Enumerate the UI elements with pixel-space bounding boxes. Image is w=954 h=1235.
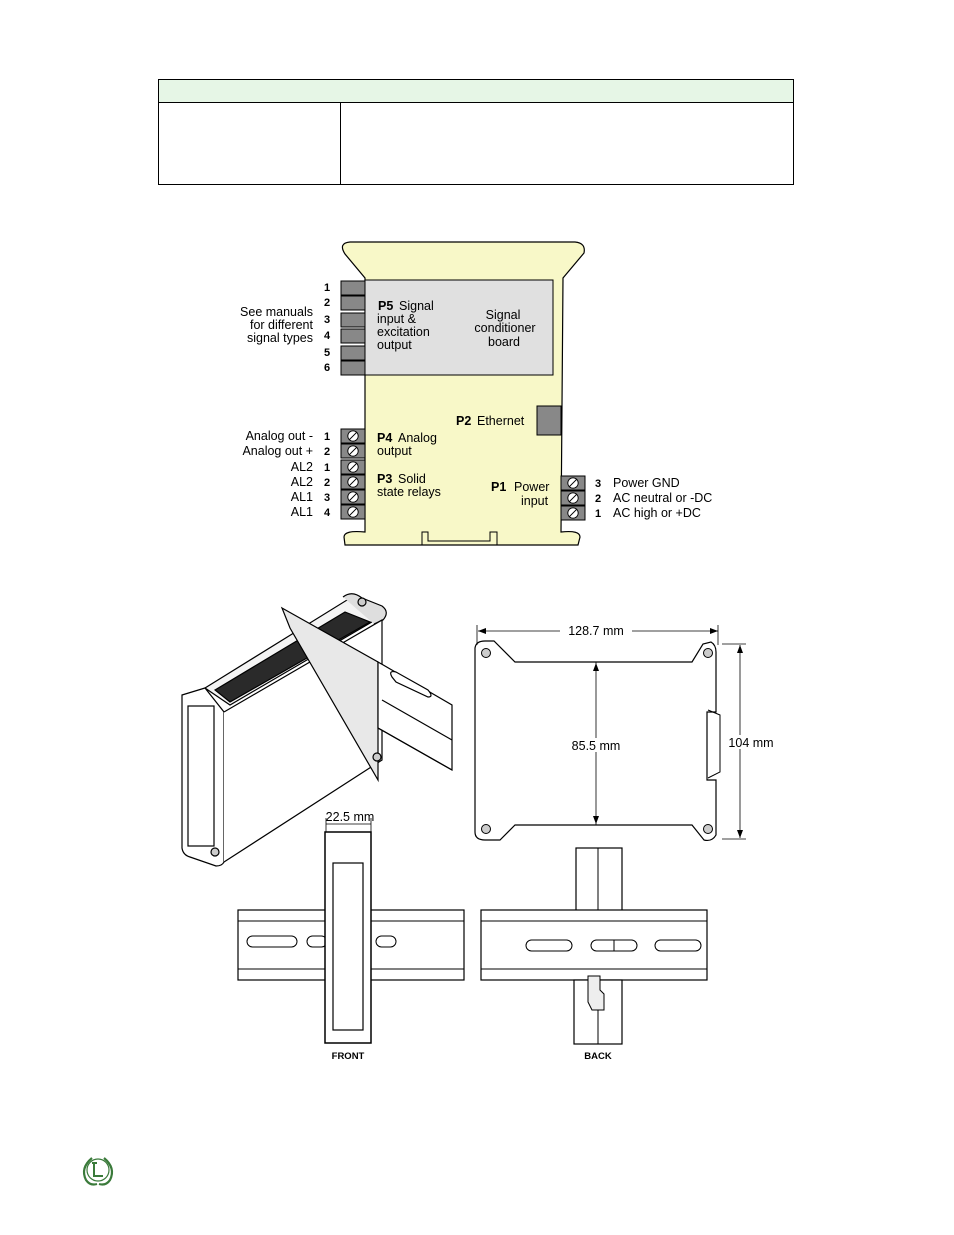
logo-ring: [87, 1159, 109, 1181]
power-terminal-label: Power GND: [613, 476, 680, 490]
p5-pin-number: 6: [323, 362, 331, 374]
wiring-diagram: [240, 242, 712, 545]
left-pin-number: 1: [323, 431, 331, 443]
left-pin-number: 4: [323, 507, 331, 519]
p4-id: P4: [377, 431, 393, 445]
side-screw: [704, 649, 713, 658]
left-pin-number: 3: [323, 492, 331, 504]
inner-height-label: 85.5 mm: [571, 739, 621, 753]
power-terminal-label: AC high or +DC: [613, 506, 701, 520]
left-terminal-label: AL2: [290, 475, 313, 489]
iso-corner-screw: [358, 598, 366, 606]
p2-id: P2: [456, 414, 472, 428]
p5-terminal: [341, 313, 365, 327]
iso-front-window: [188, 706, 214, 846]
p5-pin-number: 4: [323, 330, 331, 342]
isometric-view: [182, 594, 452, 866]
front-rail-slot: [247, 936, 297, 947]
left-terminal-label: Analog out +: [242, 444, 313, 458]
power-pin-number: 3: [594, 478, 602, 490]
p3-id: P3: [377, 472, 393, 486]
p5-desc-3: excitation: [377, 325, 430, 339]
p5-terminal: [341, 346, 365, 360]
left-pin-number: 2: [323, 477, 331, 489]
side-dimension-view: [475, 623, 775, 840]
p1-id: P1: [491, 480, 507, 494]
side-screw: [482, 825, 491, 834]
p5-desc-1: Signal: [399, 299, 434, 313]
company-logo: [84, 1158, 112, 1185]
p5-terminal: [341, 361, 365, 375]
ethernet-port: [537, 406, 561, 435]
front-window: [333, 863, 363, 1030]
side-screw: [704, 825, 713, 834]
see-manuals-line-1: See manuals: [240, 305, 313, 319]
p3-desc-2: state relays: [377, 485, 441, 499]
side-din-clip: [708, 710, 720, 778]
back-view: [481, 848, 707, 1062]
p4-p3-terminal-block: [242, 429, 365, 519]
back-rail-slot: [526, 940, 572, 951]
front-rail-slot: [307, 936, 327, 947]
outer-height-arrow-bottom: [737, 830, 743, 838]
iso-corner-screw: [373, 753, 381, 761]
left-terminal-label: AL1: [290, 505, 313, 519]
p5-terminal: [341, 296, 365, 310]
iso-din-rail: [378, 662, 452, 770]
outer-height-arrow-top: [737, 645, 743, 653]
p4-desc-2: output: [377, 444, 412, 458]
left-pin-number: 1: [323, 462, 331, 474]
board-label-1: Signal: [485, 308, 521, 322]
width-dimension-label: 128.7 mm: [568, 624, 624, 638]
p5-pin-number: 2: [323, 297, 331, 309]
p5-pin-number: 1: [323, 282, 331, 294]
left-terminal-label: AL2: [290, 460, 313, 474]
p2-desc: Ethernet: [477, 414, 525, 428]
see-manuals-line-2: for different: [249, 318, 313, 332]
back-label: BACK: [584, 1051, 612, 1062]
p3-desc-1: Solid: [398, 472, 426, 486]
front-rail-slot: [376, 936, 396, 947]
p5-terminal: [341, 281, 365, 295]
back-module-top: [576, 848, 622, 916]
p1-desc-2: input: [521, 494, 549, 508]
outer-height-label: 104 mm: [728, 736, 774, 750]
left-pin-number: 2: [323, 446, 331, 458]
width-arrow-left: [478, 628, 486, 634]
depth-dimension-label: 22.5 mm: [325, 810, 375, 824]
back-rail-slot: [655, 940, 701, 951]
p5-terminal: [341, 329, 365, 343]
p4-desc-1: Analog: [398, 431, 437, 445]
board-label-2: conditioner: [474, 321, 536, 335]
p5-id: P5: [378, 299, 394, 313]
p1-desc-1: Power: [514, 480, 550, 494]
power-pin-number: 1: [594, 508, 602, 520]
p5-desc-4: output: [377, 338, 412, 352]
p5-terminal-block: [324, 281, 365, 375]
front-view: [238, 810, 464, 1062]
front-label: FRONT: [331, 1051, 365, 1062]
board-label-3: board: [488, 335, 520, 349]
left-terminal-label: AL1: [290, 490, 313, 504]
side-screw: [482, 649, 491, 658]
left-terminal-label: Analog out -: [245, 429, 313, 443]
iso-corner-screw: [211, 848, 219, 856]
power-pin-number: 2: [594, 493, 602, 505]
see-manuals-line-3: signal types: [246, 331, 313, 345]
power-terminal-label: AC neutral or -DC: [613, 491, 713, 505]
width-arrow-right: [710, 628, 718, 634]
p1-terminal-block: [561, 476, 712, 520]
p5-pin-number: 3: [323, 314, 331, 326]
p5-pin-number: 5: [323, 347, 331, 359]
p5-desc-2: input &: [377, 312, 416, 326]
